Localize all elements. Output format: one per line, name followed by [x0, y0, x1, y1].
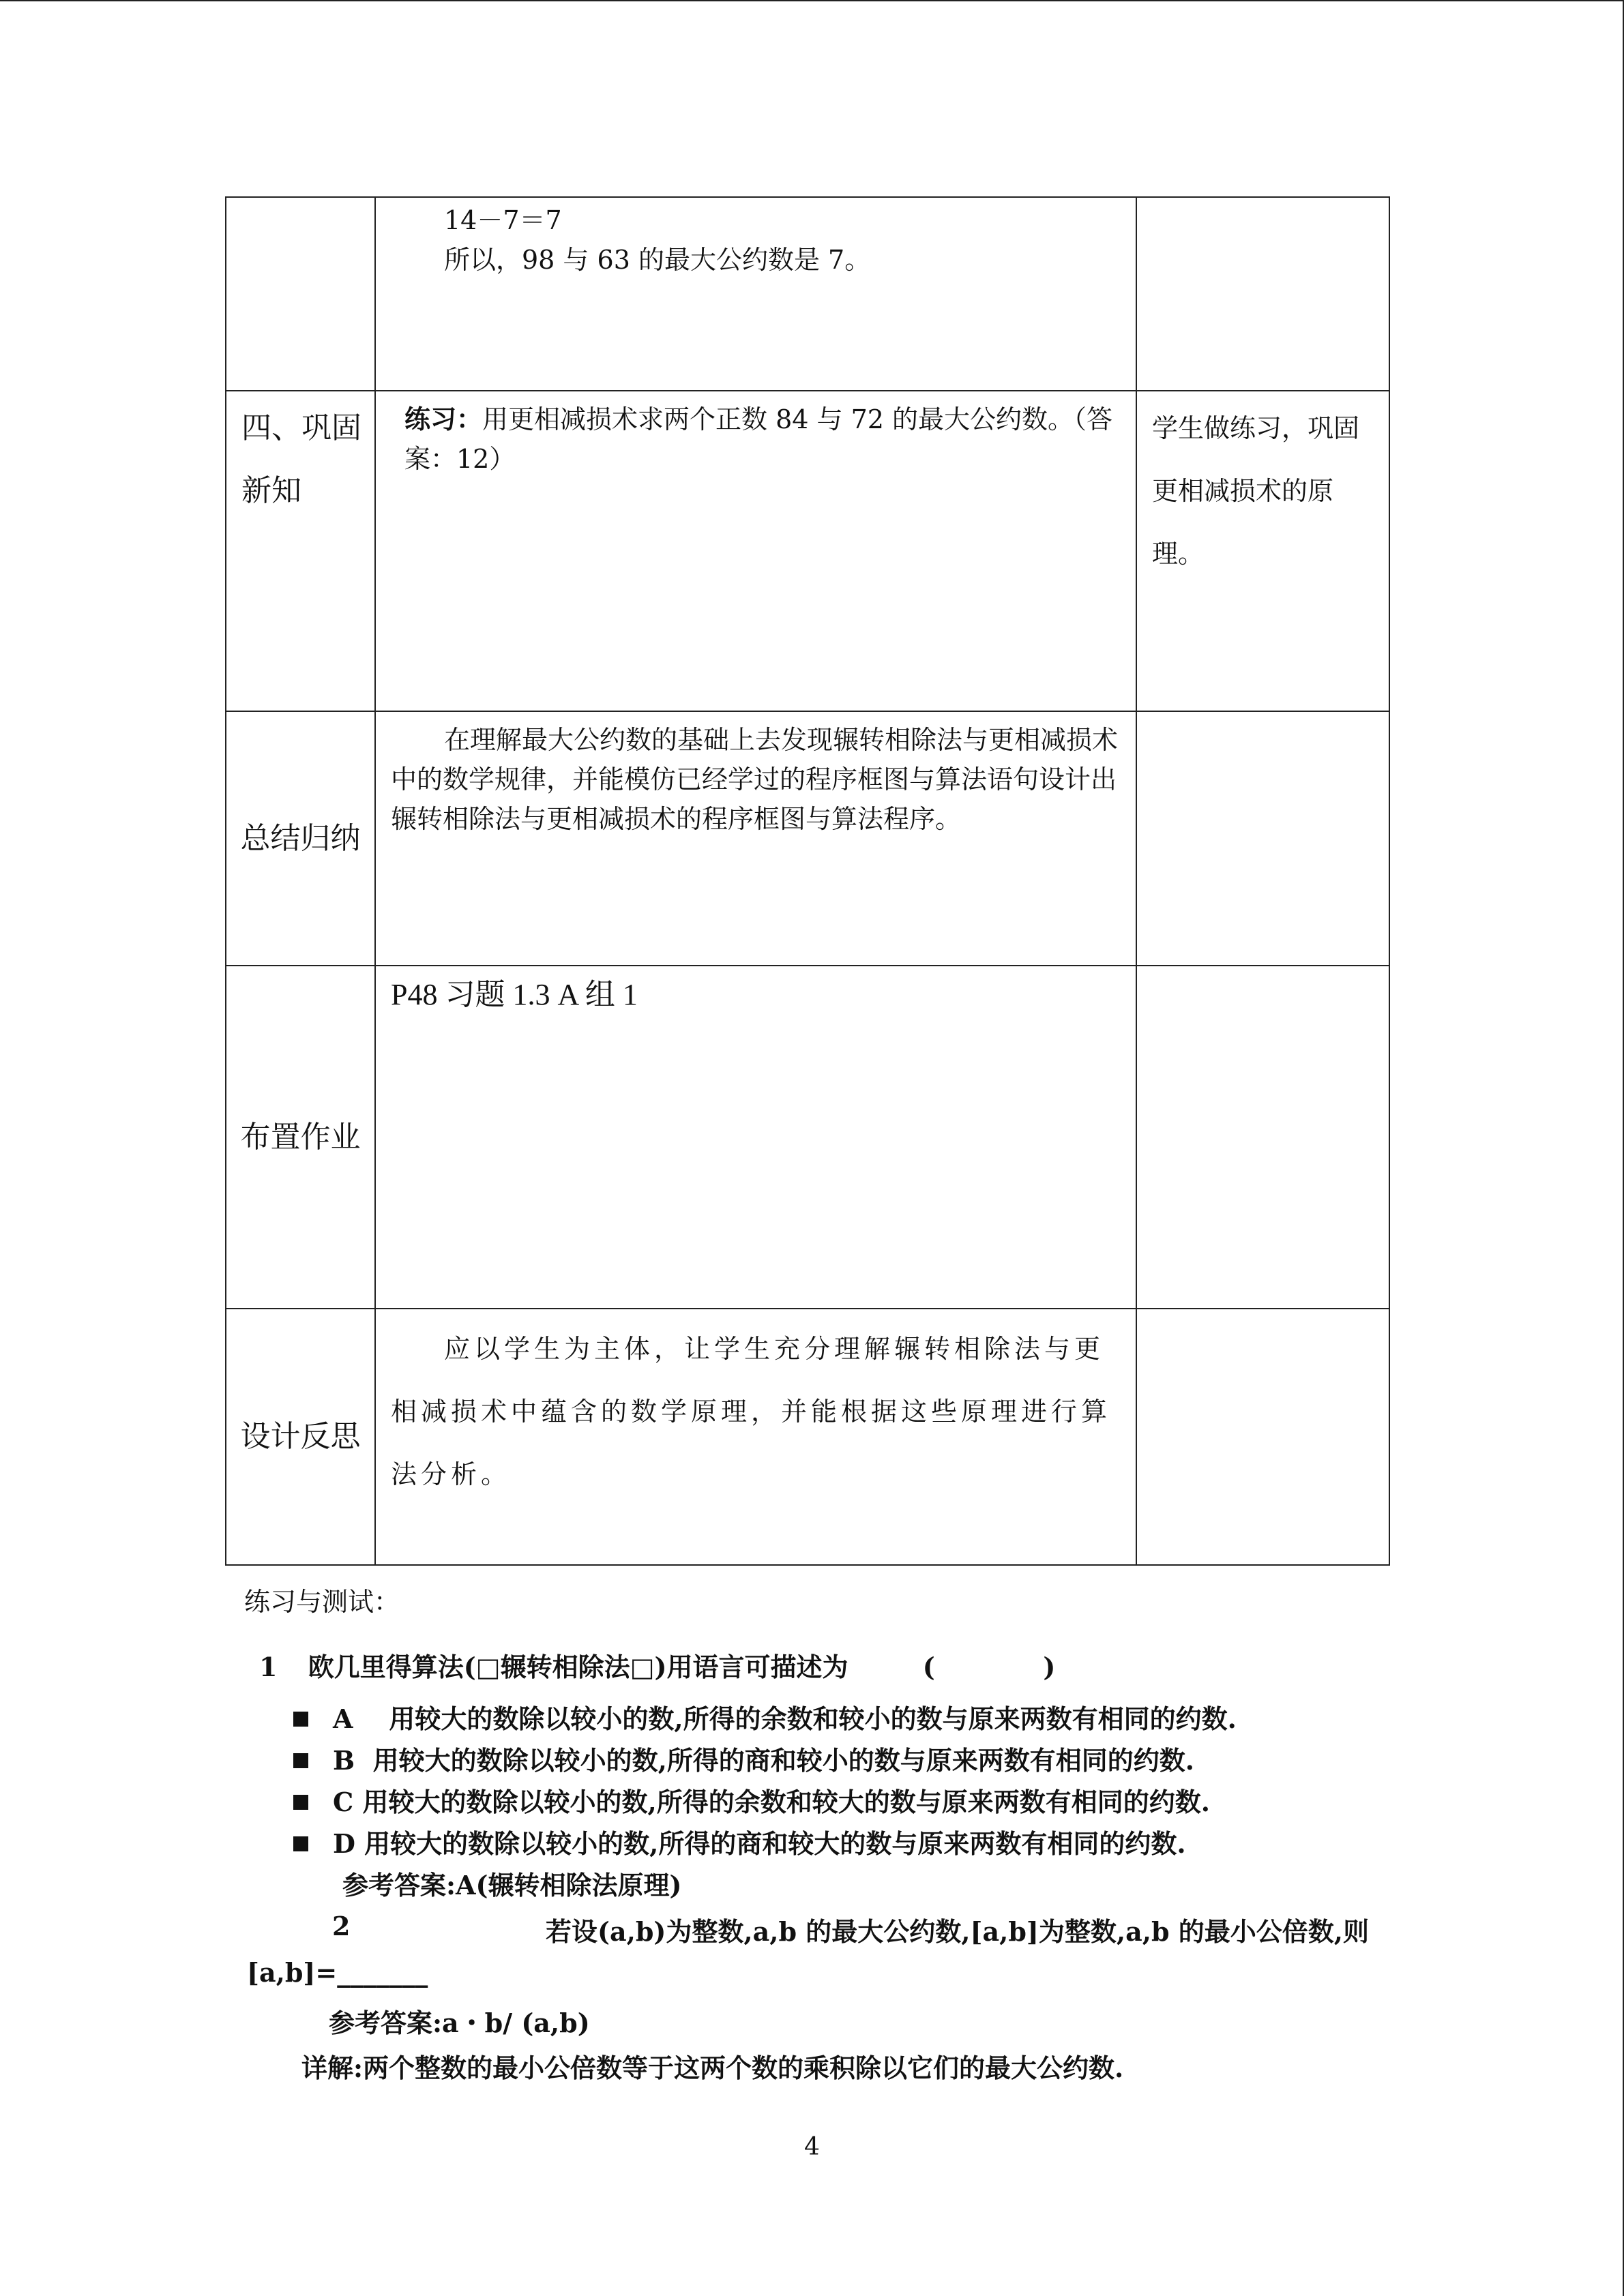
page-number: 4: [804, 2133, 820, 2161]
answer-bracket: ( ): [922, 1652, 1056, 1682]
stage-cell: 设计反思: [226, 1309, 375, 1565]
table-row: [226, 197, 1389, 391]
activity-cell: [1136, 711, 1389, 966]
table-row: [226, 966, 1389, 1309]
content-cell: 应以学生为主体，让学生充分理解辗转相除法与更相减损术中蕴含的数学原理，并能根据这些原理进行算法分析。: [375, 1309, 1136, 1565]
question-text: 欧几里得算法(□辗转相除法□)用语言可描述为: [308, 1652, 848, 1682]
content-cell: P48 习题 1.3 A 组 1: [375, 966, 1136, 1309]
question-1: [259, 1646, 1055, 1684]
lesson-plan-table: [225, 196, 1390, 1566]
practice-title: 练习与测试：: [244, 1587, 400, 1617]
activity-cell: [1136, 1309, 1389, 1565]
square-bullet-icon: [293, 1795, 308, 1810]
table-row: [226, 1309, 1389, 1565]
stage-cell: 总结归纳: [226, 711, 375, 966]
question-2-number: 2: [332, 1911, 351, 1941]
table-row: [226, 711, 1389, 966]
option-text: C 用较大的数除以较小的数,所得的余数和较大的数与原来两数有相同的约数.: [333, 1787, 1210, 1817]
content-cell: 在理解最大公约数的基础上去发现辗转相除法与更相减损术中的数学规律，并能模仿已经学过的程序框图与算法语句设计出辗转相除法与更相减损术的程序框图与算法程序。: [375, 711, 1136, 966]
question-number: 1: [259, 1652, 278, 1682]
option-d: [293, 1823, 1186, 1860]
exercise-label: 练习：: [404, 404, 483, 434]
answer-1: 参考答案:A(辗转相除法原理): [342, 1870, 682, 1900]
option-a: [293, 1698, 1237, 1735]
question-2-blank: [a,b]=_______: [247, 1957, 428, 1988]
activity-cell: 学生做练习，巩固更相减损术的原理。: [1136, 391, 1389, 711]
option-b: [293, 1740, 1194, 1777]
content-cell: [375, 197, 1136, 391]
equation-line: 14－7＝7: [444, 205, 562, 235]
stage-cell: [226, 197, 375, 391]
option-c: [293, 1781, 1210, 1819]
option-text: B 用较大的数除以较小的数,所得的商和较小的数与原来两数有相同的约数.: [333, 1745, 1195, 1776]
option-text: A 用较大的数除以较小的数,所得的余数和较小的数与原来两数有相同的约数.: [333, 1703, 1237, 1734]
square-bullet-icon: [293, 1836, 308, 1851]
activity-cell: [1136, 966, 1389, 1309]
square-bullet-icon: [293, 1753, 308, 1768]
square-bullet-icon: [293, 1712, 308, 1727]
conclusion-line: 所以，98 与 63 的最大公约数是 7。: [444, 245, 871, 275]
table-row: [226, 391, 1389, 711]
content-cell: [375, 391, 1136, 711]
explanation-2: 详解:两个整数的最小公倍数等于这两个数的乘积除以它们的最大公约数.: [301, 2053, 1124, 2083]
stage-cell: 四、巩固新知: [226, 391, 375, 711]
stage-cell: 布置作业: [226, 966, 375, 1309]
activity-cell: [1136, 197, 1389, 391]
exercise-text: 用更相减损术求两个正数 84 与 72 的最大公约数。（答案：12）: [404, 404, 1113, 474]
question-2-text: 若设(a,b)为整数,a,b 的最大公约数,[a,b]为整数,a,b 的最小公倍数,则: [546, 1916, 1369, 1947]
answer-2: 参考答案:a・b/ (a,b): [329, 2008, 590, 2038]
option-text: D 用较大的数除以较小的数,所得的商和较大的数与原来两数有相同的约数.: [333, 1828, 1186, 1859]
